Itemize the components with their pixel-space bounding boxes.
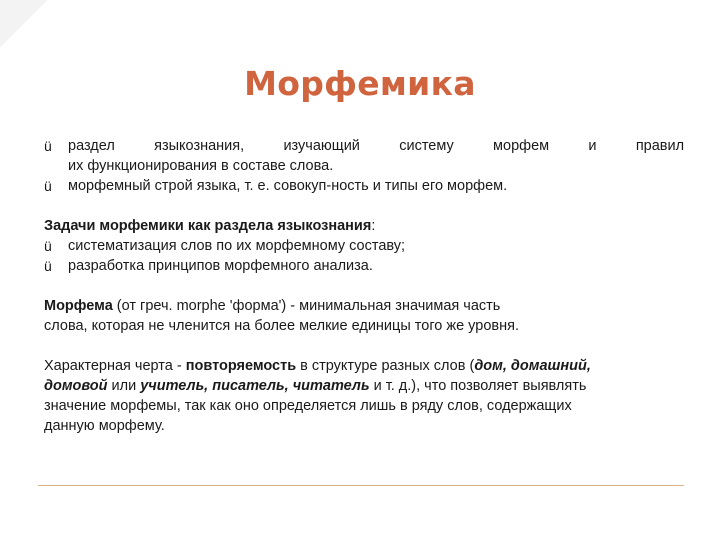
tasks-heading: Задачи морфемики как раздела языкознания: bbox=[44, 218, 376, 234]
check-icon: ü bbox=[44, 178, 52, 194]
feature-paragraph bbox=[44, 356, 684, 436]
definition-line-2: их функционирования в составе слова. bbox=[68, 158, 334, 174]
definition-item bbox=[44, 136, 684, 176]
morpheme-line-2: слова, которая не членится на более мелкие единицы того же уровня. bbox=[44, 318, 519, 334]
feature-line-4: данную морфему. bbox=[44, 418, 165, 434]
task-item: ü разработка принципов морфемного анализа. bbox=[44, 258, 373, 274]
definition-item bbox=[44, 176, 684, 196]
definition-text: морфемный строй языка, т. е. совокуп-ность и типы его морфем. bbox=[68, 178, 508, 194]
definition-line-1: раздел языкознания, изучающий систему морфем и правил bbox=[68, 138, 685, 154]
slide-content bbox=[44, 136, 684, 436]
slide-title: Морфемика bbox=[244, 64, 476, 103]
morpheme-term: Морфема bbox=[44, 298, 113, 314]
check-icon: ü bbox=[44, 138, 52, 154]
check-icon: ü bbox=[44, 238, 52, 254]
corner-decoration bbox=[0, 0, 48, 48]
definition-list bbox=[44, 136, 684, 196]
feature-line-2: домовой или учитель, писатель, читатель и т. д.), что позволяет выявлять bbox=[44, 378, 587, 394]
tasks-section bbox=[44, 216, 684, 276]
feature-line-1: Характерная черта - повторяемость в структуре разных слов (дом, домашний, bbox=[44, 358, 591, 374]
check-icon: ü bbox=[44, 258, 52, 274]
tasks-list bbox=[44, 236, 684, 276]
feature-line-3: значение морфемы, так как оно определяется лишь в ряду слов, содержащих bbox=[44, 398, 572, 414]
morpheme-line-1: Морфема (от греч. morphe 'форма') - минимальная значимая часть bbox=[44, 298, 501, 314]
morpheme-definition bbox=[44, 296, 684, 336]
bottom-divider bbox=[38, 485, 684, 486]
task-item: ü систематизация слов по их морфемному составу; bbox=[44, 238, 406, 254]
